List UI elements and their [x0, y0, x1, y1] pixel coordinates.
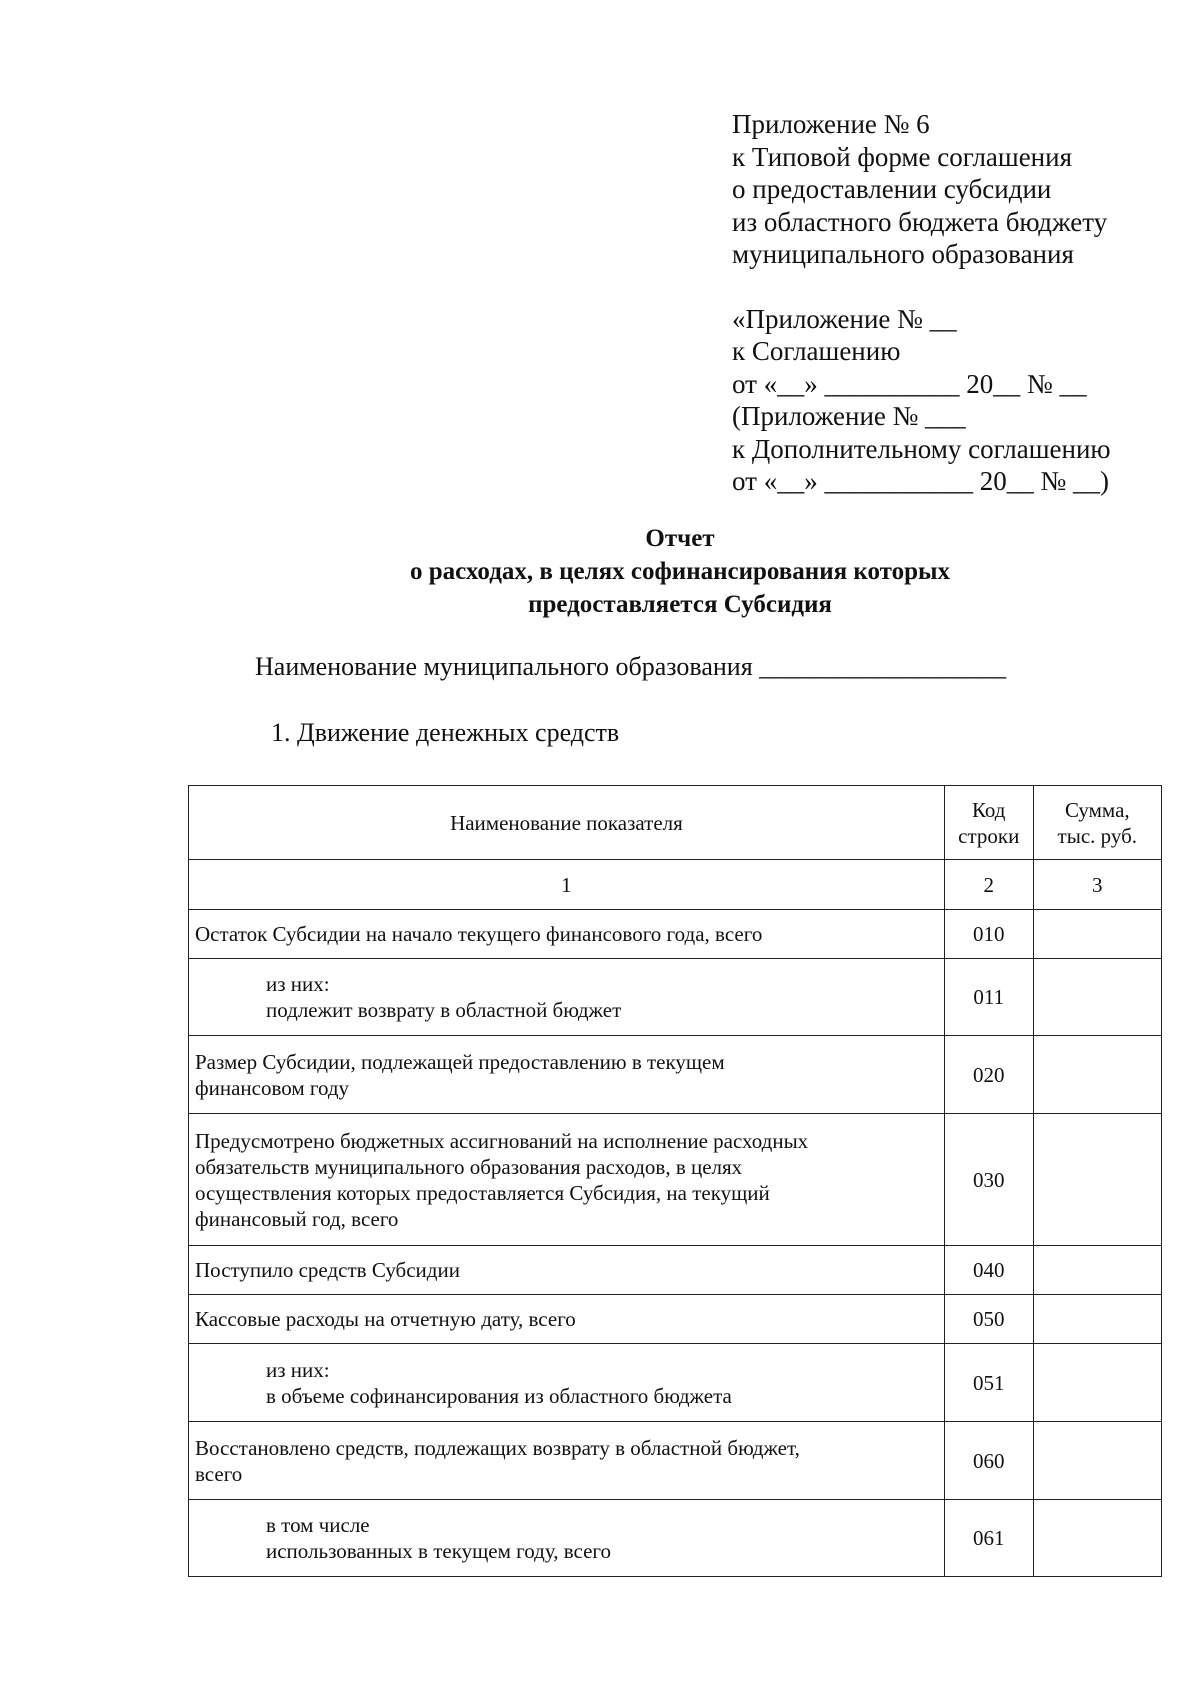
annex-line: муниципального образования	[732, 239, 1074, 269]
annex-reference-block	[732, 108, 1111, 498]
row-code: 060	[944, 1422, 1033, 1500]
indicator-name-line: финансовый год, всего	[195, 1206, 399, 1231]
indicator-name-line: из них:	[266, 1357, 330, 1382]
header-code-line: строки	[958, 823, 1020, 848]
header-row-code	[944, 786, 1033, 860]
cash-flow-table	[188, 785, 1162, 1577]
indicator-name	[189, 1246, 945, 1295]
indicator-name-line: использованных в текущем году, всего	[266, 1539, 611, 1563]
indicator-name-line: в объеме софинансирования из областного бюджета	[266, 1383, 732, 1408]
table-row	[189, 1344, 1162, 1422]
indicator-name	[189, 1295, 945, 1344]
agreement-annex-line: от «__» __________ 20__ № __	[732, 368, 1087, 399]
row-code: 011	[944, 959, 1033, 1036]
row-code: 010	[944, 910, 1033, 959]
indicator-name	[189, 910, 945, 959]
indicator-name-line: Размер Субсидии, подлежащей предоставлению в текущем	[195, 1049, 725, 1074]
indicator-name	[189, 1500, 945, 1577]
row-code: 040	[944, 1246, 1033, 1295]
indicator-name	[189, 1422, 945, 1500]
indicator-name	[189, 1114, 945, 1246]
indicator-name	[189, 1036, 945, 1114]
header-sum	[1033, 786, 1161, 860]
annex-spacer	[732, 271, 1111, 303]
column-number-row	[189, 860, 1162, 910]
report-title	[0, 522, 1200, 621]
indicator-name-line: Предусмотрено бюджетных ассигнований на исполнение расходных	[195, 1128, 809, 1153]
amount-cell[interactable]	[1033, 1114, 1161, 1246]
indicator-name-line: в том числе	[266, 1513, 370, 1537]
indicator-name-line: Восстановлено средств, подлежащих возврату в областной бюджет,	[195, 1435, 800, 1460]
amount-cell[interactable]	[1033, 910, 1161, 959]
annex-line: о предоставлении субсидии	[732, 174, 1052, 204]
amount-cell[interactable]	[1033, 1036, 1161, 1114]
agreement-annex-line: от «__» ___________ 20__ № __)	[732, 466, 1109, 496]
amount-cell[interactable]	[1033, 1246, 1161, 1295]
table-row	[189, 1500, 1162, 1577]
row-code: 020	[944, 1036, 1033, 1114]
row-code: 050	[944, 1295, 1033, 1344]
agreement-annex-line: к Дополнительному соглашению	[732, 433, 1111, 464]
table-row	[189, 910, 1162, 959]
annex-line: Приложение № 6	[732, 109, 930, 139]
amount-cell[interactable]	[1033, 959, 1161, 1036]
amount-cell[interactable]	[1033, 1295, 1161, 1344]
annex-line: из областного бюджета бюджету	[732, 206, 1108, 237]
row-code: 061	[944, 1500, 1033, 1577]
report-title-line1: Отчет	[645, 525, 715, 552]
column-number: 3	[1033, 860, 1161, 910]
indicator-name-line: всего	[195, 1461, 243, 1486]
table-row	[189, 959, 1162, 1036]
table-header-row	[189, 786, 1162, 860]
header-sum-line: Сумма,	[1064, 797, 1130, 822]
agreement-annex-line: к Соглашению	[732, 336, 901, 366]
annex-line: к Типовой форме соглашения	[732, 141, 1072, 172]
indicator-name-line: из них:	[266, 972, 330, 996]
agreement-annex-line: (Приложение № ___	[732, 401, 966, 431]
table-row	[189, 1295, 1162, 1344]
indicator-name	[189, 959, 945, 1036]
indicator-name	[189, 1344, 945, 1422]
table-row	[189, 1114, 1162, 1246]
table-row	[189, 1422, 1162, 1500]
column-number: 1	[189, 860, 945, 910]
agreement-annex-line: «Приложение № __	[732, 303, 957, 334]
section-title: 1. Движение денежных средств	[271, 718, 620, 747]
header-code-line: Код	[971, 797, 1006, 822]
header-indicator-name: Наименование показателя	[189, 786, 945, 860]
indicator-name-line: Поступило средств Субсидии	[195, 1258, 460, 1282]
amount-cell[interactable]	[1033, 1500, 1161, 1577]
row-code: 051	[944, 1344, 1033, 1422]
indicator-name-line: обязательств муниципального образования расходов, в целях	[195, 1154, 743, 1179]
table-row	[189, 1246, 1162, 1295]
indicator-name-line: осуществления которых предоставляется Субсидия, на текущий	[195, 1180, 770, 1205]
table-row	[189, 1036, 1162, 1114]
indicator-name-line: подлежит возврату в областной бюджет	[266, 998, 622, 1022]
municipality-name-field: Наименование муниципального образования ___________________	[255, 652, 1007, 681]
report-title-line2: о расходах, в целях софинансирования которых	[409, 558, 951, 585]
row-code: 030	[944, 1114, 1033, 1246]
indicator-name-line: Кассовые расходы на отчетную дату, всего	[195, 1307, 576, 1331]
header-sum-line: тыс. руб.	[1057, 823, 1138, 848]
indicator-name-line: Остаток Субсидии на начало текущего финансового года, всего	[195, 922, 763, 946]
amount-cell[interactable]	[1033, 1344, 1161, 1422]
amount-cell[interactable]	[1033, 1422, 1161, 1500]
indicator-name-line: финансовом году	[195, 1075, 350, 1100]
report-title-line3: предоставляется Субсидия	[528, 591, 832, 618]
column-number: 2	[944, 860, 1033, 910]
